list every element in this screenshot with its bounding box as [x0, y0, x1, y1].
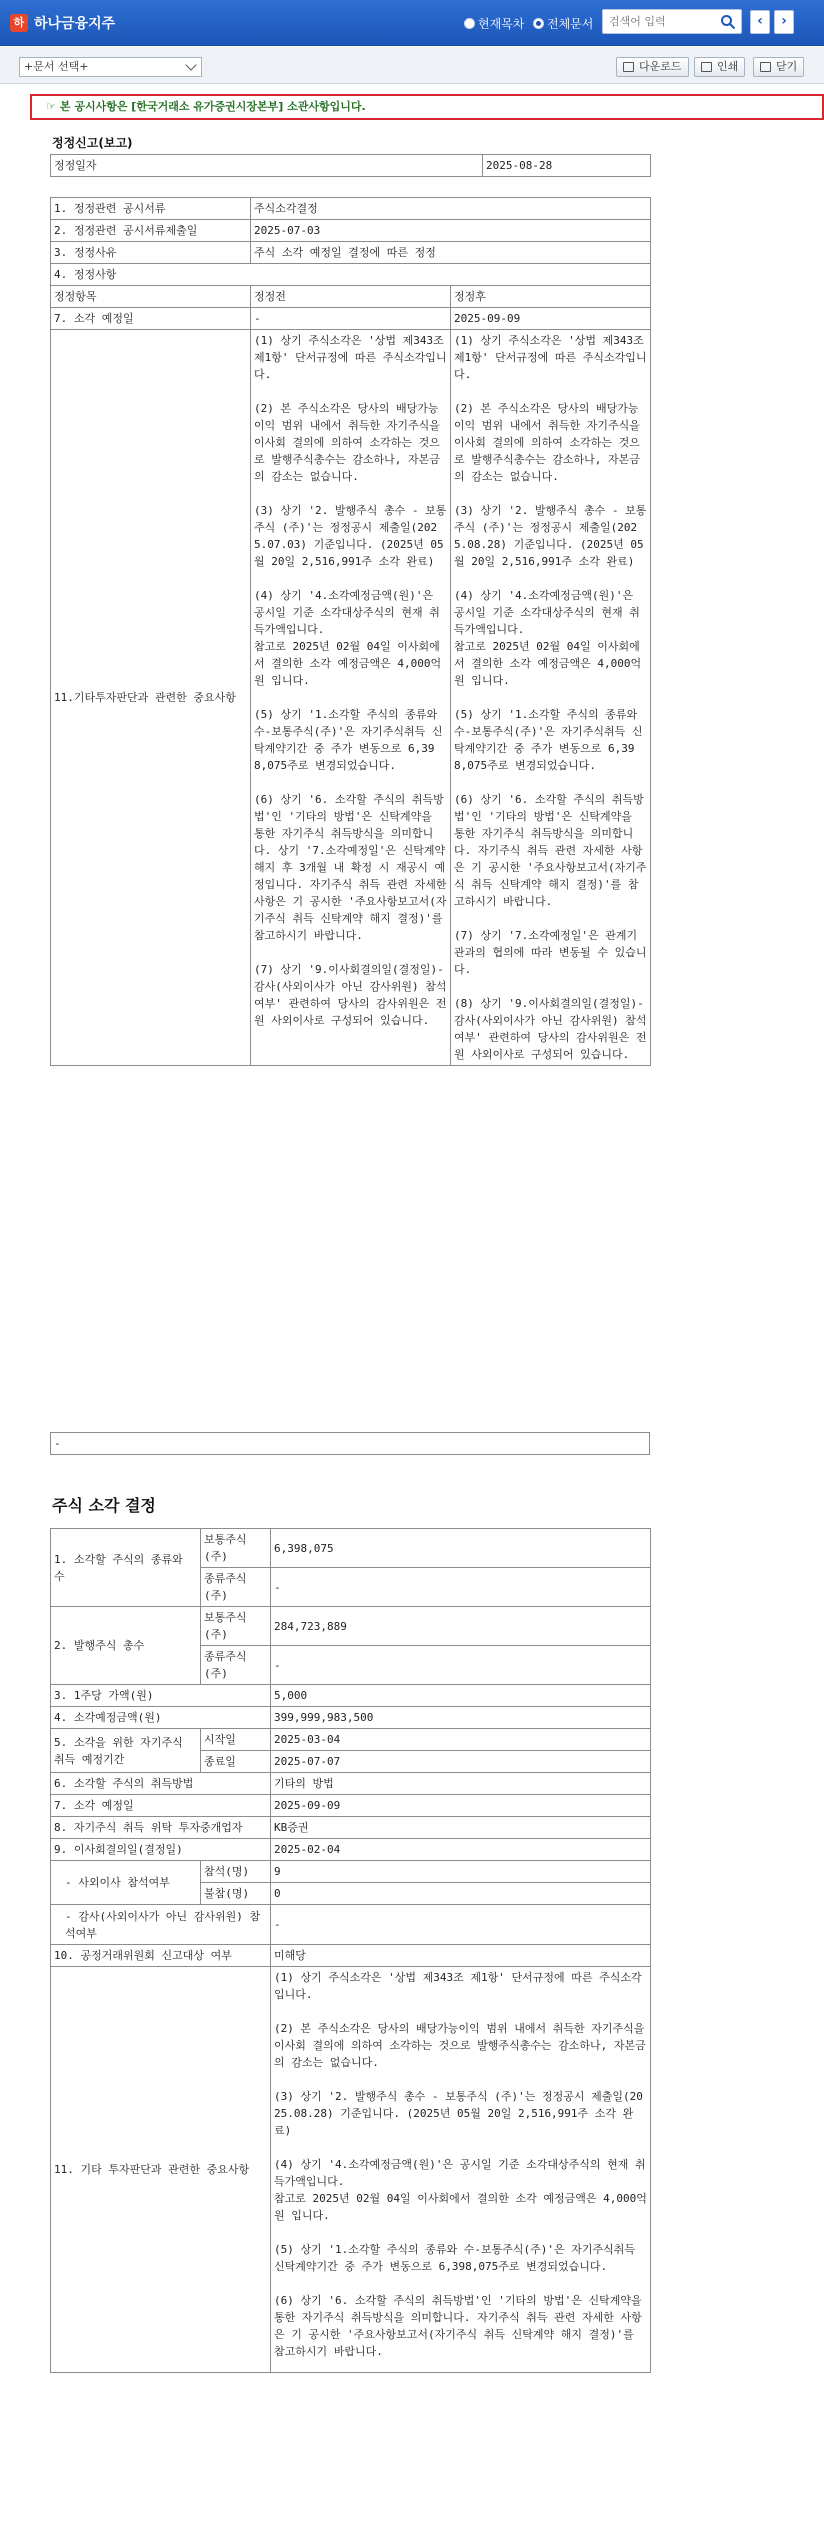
remark-value: -: [51, 1433, 650, 1455]
top-header: [0, 0, 824, 46]
download-button[interactable]: [616, 57, 689, 77]
table-row: [51, 1839, 651, 1861]
r9b-label: - 감사(사외이사가 아닌 감사위원) 참석여부: [51, 1905, 271, 1945]
table-row: [51, 1433, 650, 1455]
correction-date-label: 정정일자: [51, 155, 483, 177]
table-row: [51, 330, 651, 1066]
r4-label: 4. 소각예정금액(원): [51, 1707, 271, 1729]
correction-date-table: [50, 154, 651, 177]
r6-value: 기타의 방법: [271, 1773, 651, 1795]
table-row: [51, 1707, 651, 1729]
r5a-value: 2025-03-04: [271, 1729, 651, 1751]
r1b-value: -: [271, 1568, 651, 1607]
correction-row-label: 1. 정정관련 공시서류: [51, 198, 251, 220]
scope-all-radio[interactable]: [533, 15, 593, 32]
correction-row-value: 주식 소각 예정일 결정에 따른 정정: [251, 242, 651, 264]
r2b-value: -: [271, 1646, 651, 1685]
r11-value: (1) 상기 주식소각은 '상법 제343조 제1항' 단서규정에 따른 주식소각입니다. (2) 본 주식소각은 당사의 배당가능이익 범위 내에서 취득한 자기주식을 이사회 결의에 의하여 소각하는 것으로 발행주식총수는 감소하나, 자본금의 감소는 없습니다. (3) 상기 '2. 발행주식 총수 - 보통주식 (주)'는 정정공시 제출일(2025.08.28) 기준입니다. (2025년 05월 20일 2,516,991주 소각 완료) (4) 상기 '4.소각예정금액(원)'은 공시일 기준 소각대상주식의 현재 취득가액입니다. 참고로 2025년 02월 04일 이사회에서 결의한 소각 예정금액은 4,000억원 입니다. (5) 상기 '1.소각할 주식의 종류와 수-보통주식(주)'은 자기주식취득 신탁계약기간 중 주가 변동으로 6,398,075주로 변경되었습니다. (6) 상기 '6. 소각할 주식의 취득방법'인 '기타의 방법'은 신탁계약을 통한 자기주식 취득방식을 의미합니다. 자기주식 취득 관련 자세한 사항은 기 공시한 '주요사항보고서(자기주식 취득 신탁계약 해지 결정)'를 참고하시기 바랍니다.: [271, 1967, 651, 2373]
scope-all-label: 전체문서: [547, 17, 594, 31]
table-row: [51, 1817, 651, 1839]
r5-label: 5. 소각을 위한 자기주식 취득 예정기간: [51, 1729, 201, 1773]
table-row: [51, 1773, 651, 1795]
document-select-value: +문서 선택+: [24, 60, 89, 73]
table-row: [51, 1967, 651, 2373]
r3-value: 5,000: [271, 1685, 651, 1707]
col-header-after: 정정후: [451, 286, 651, 308]
search-input[interactable]: [603, 10, 713, 33]
item11-after: (1) 상기 주식소각은 '상법 제343조 제1항' 단서규정에 따른 주식소각입니다. (2) 본 주식소각은 당사의 배당가능이익 범위 내에서 취득한 자기주식을 이사회 결의에 의하여 소각하는 것으로 발행주식총수는 감소하나, 자본금의 감소는 없습니다. (3) 상기 '2. 발행주식 총수 - 보통주식 (주)'는 정정공시 제출일(2025.08.28) 기준입니다. (2025년 05월 20일 2,516,991주 소각 완료) (4) 상기 '4.소각예정금액(원)'은 공시일 기준 소각대상주식의 현재 취득가액입니다. 참고로 2025년 02월 04일 이사회에서 결의한 소각 예정금액은 4,000억원 입니다. (5) 상기 '1.소각할 주식의 종류와 수-보통주식(주)'은 자기주식취득 신탁계약기간 중 주가 변동으로 6,398,075주로 변경되었습니다. (6) 상기 '6. 소각할 주식의 취득방법'인 '기타의 방법'은 신탁계약을 통한 자기주식 취득방식을 의미합니다. 자기주식 취득 관련 자세한 사항은 기 공시한 '주요사항보고서(자기주식 취득 신탁계약 해지 결정)'를 참고하시기 바랍니다. (7) 상기 '7.소각예정일'은 관계기관과의 협의에 따라 변동될 수 있습니다. (8) 상기 '9.이사회결의일(결정일)-감사(사외이사가 아닌 감사위원) 참석여부' 관련하여 당사의 감사위원은 전원 사외이사로 구성되어 있습니다.: [451, 330, 651, 1066]
r6-label: 6. 소각할 주식의 취득방법: [51, 1773, 271, 1795]
r9a1-value: 9: [271, 1861, 651, 1883]
item11-before: (1) 상기 주식소각은 '상법 제343조 제1항' 단서규정에 따른 주식소각입니다. (2) 본 주식소각은 당사의 배당가능이익 범위 내에서 취득한 자기주식을 이사회 결의에 의하여 소각하는 것으로 발행주식총수는 감소하나, 자본금의 감소는 없습니다. (3) 상기 '2. 발행주식 총수 - 보통주식 (주)'는 정정공시 제출일(2025.07.03) 기준입니다. (2025년 05월 20일 2,516,991주 소각 완료) (4) 상기 '4.소각예정금액(원)'은 공시일 기준 소각대상주식의 현재 취득가액입니다. 참고로 2025년 02월 04일 이사회에서 결의한 소각 예정금액은 4,000억원 입니다. (5) 상기 '1.소각할 주식의 종류와 수-보통주식(주)'은 자기주식취득 신탁계약기간 중 주가 변동으로 6,398,075주로 변경되었습니다. (6) 상기 '6. 소각할 주식의 취득방법'인 '기타의 방법'은 신탁계약을 통한 자기주식 취득방식을 의미합니다. 상기 '7.소각예정일'은 신탁계약 해지 후 3개월 내 확정 시 재공시 예정입니다. 자기주식 취득 관련 자세한 사항은 기 공시한 '주요사항보고서(자기주식 취득 신탁계약 해지 결정)'를 참고하시기 바랍니다. (7) 상기 '9.이사회결의일(결정일)-감사(사외이사가 아닌 감사위원) 참석여부' 관련하여 당사의 감사위원은 전원 사외이사로 구성되어 있습니다.: [251, 330, 451, 1066]
r5b-label: 종료일: [201, 1751, 271, 1773]
search-icon[interactable]: [720, 14, 736, 30]
table-row: [51, 1945, 651, 1967]
r9a-label: - 사외이사 참석여부: [51, 1861, 201, 1905]
r2a-label: 보통주식 (주): [201, 1607, 271, 1646]
scope-current-label: 현재목차: [478, 17, 525, 31]
table-row: [51, 1795, 651, 1817]
r9a1-label: 참석(명): [201, 1861, 271, 1883]
r1b-label: 종류주식 (주): [201, 1568, 271, 1607]
correction-row-label: 3. 정정사유: [51, 242, 251, 264]
print-label: 인쇄: [717, 60, 739, 73]
r1a-label: 보통주식 (주): [201, 1529, 271, 1568]
correction-row-value: 2025-07-03: [251, 220, 651, 242]
notice-text: 본 공시사항은 [한국거래소 유가증권시장본부] 소관사항입니다.: [59, 100, 366, 113]
r8-value: KB증권: [271, 1817, 651, 1839]
correction-row-label: 2. 정정관련 공시서류제출일: [51, 220, 251, 242]
item7-label: 7. 소각 예정일: [51, 308, 251, 330]
r2b-label: 종류주식 (주): [201, 1646, 271, 1685]
table-row: [51, 1861, 651, 1883]
prev-result-button[interactable]: ‹: [750, 10, 770, 34]
close-button[interactable]: [753, 57, 804, 77]
correction-title: 정정신고(보고): [52, 136, 133, 150]
r3-label: 3. 1주당 가액(원): [51, 1685, 271, 1707]
r9-label: 9. 이사회결의일(결정일): [51, 1839, 271, 1861]
print-button[interactable]: [694, 57, 745, 77]
next-result-button[interactable]: ›: [774, 10, 794, 34]
remark-table: [50, 1432, 650, 1455]
r5b-value: 2025-07-07: [271, 1751, 651, 1773]
company-name: 하나금융지주: [34, 16, 116, 32]
print-icon: [701, 62, 712, 72]
document-toolbar: [0, 47, 824, 84]
table-row: [51, 1729, 651, 1751]
decision-table: [50, 1528, 651, 2373]
table-row: [51, 1529, 651, 1568]
r2a-value: 284,723,889: [271, 1607, 651, 1646]
table-row: [51, 242, 651, 264]
correction-details-table: [50, 197, 651, 1066]
jurisdiction-notice: [30, 94, 824, 120]
r11-label: 11. 기타 투자판단과 관련한 중요사항: [51, 1967, 271, 2373]
close-icon: [760, 62, 771, 72]
item7-before: -: [251, 308, 451, 330]
download-label: 다운로드: [639, 60, 682, 73]
table-row: [51, 198, 651, 220]
r9b-value: -: [271, 1905, 651, 1945]
table-row: [51, 1905, 651, 1945]
table-row: [51, 308, 651, 330]
table-row: [51, 220, 651, 242]
table-row: [51, 264, 651, 286]
correction-row-value: 주식소각결정: [251, 198, 651, 220]
pointing-hand-icon: ☞: [46, 100, 56, 113]
col-header-before: 정정전: [251, 286, 451, 308]
company-logo-icon: 하: [10, 14, 28, 32]
r7-label: 7. 소각 예정일: [51, 1795, 271, 1817]
r10-label: 10. 공정거래위원회 신고대상 여부: [51, 1945, 271, 1967]
table-row: [51, 155, 651, 177]
correction-row-label: 4. 정정사항: [51, 264, 651, 286]
r7-value: 2025-09-09: [271, 1795, 651, 1817]
chevron-down-icon: [185, 59, 196, 70]
r5a-label: 시작일: [201, 1729, 271, 1751]
radio-checked-icon: [533, 18, 544, 29]
r8-label: 8. 자기주식 취득 위탁 투자중개업자: [51, 1817, 271, 1839]
scope-current-radio[interactable]: [464, 15, 524, 32]
r9a2-value: 0: [271, 1883, 651, 1905]
r2-label: 2. 발행주식 총수: [51, 1607, 201, 1685]
search-box: [602, 9, 742, 34]
document-select[interactable]: [19, 57, 202, 77]
correction-date-value: 2025-08-28: [483, 155, 651, 177]
r1a-value: 6,398,075: [271, 1529, 651, 1568]
table-row: [51, 1685, 651, 1707]
r9-value: 2025-02-04: [271, 1839, 651, 1861]
item11-label: 11.기타투자판단과 관련한 중요사항: [51, 330, 251, 1066]
r10-value: 미해당: [271, 1945, 651, 1967]
r9a2-label: 불참(명): [201, 1883, 271, 1905]
radio-unchecked-icon: [464, 18, 475, 29]
decision-title: 주식 소각 결정: [52, 1496, 156, 1515]
table-row: [51, 1607, 651, 1646]
r1-label: 1. 소각할 주식의 종류와 수: [51, 1529, 201, 1607]
download-icon: [623, 62, 634, 72]
item7-after: 2025-09-09: [451, 308, 651, 330]
r4-value: 399,999,983,500: [271, 1707, 651, 1729]
col-header-item: 정정항목: [51, 286, 251, 308]
close-label: 닫기: [776, 60, 798, 73]
table-row: [51, 286, 651, 308]
